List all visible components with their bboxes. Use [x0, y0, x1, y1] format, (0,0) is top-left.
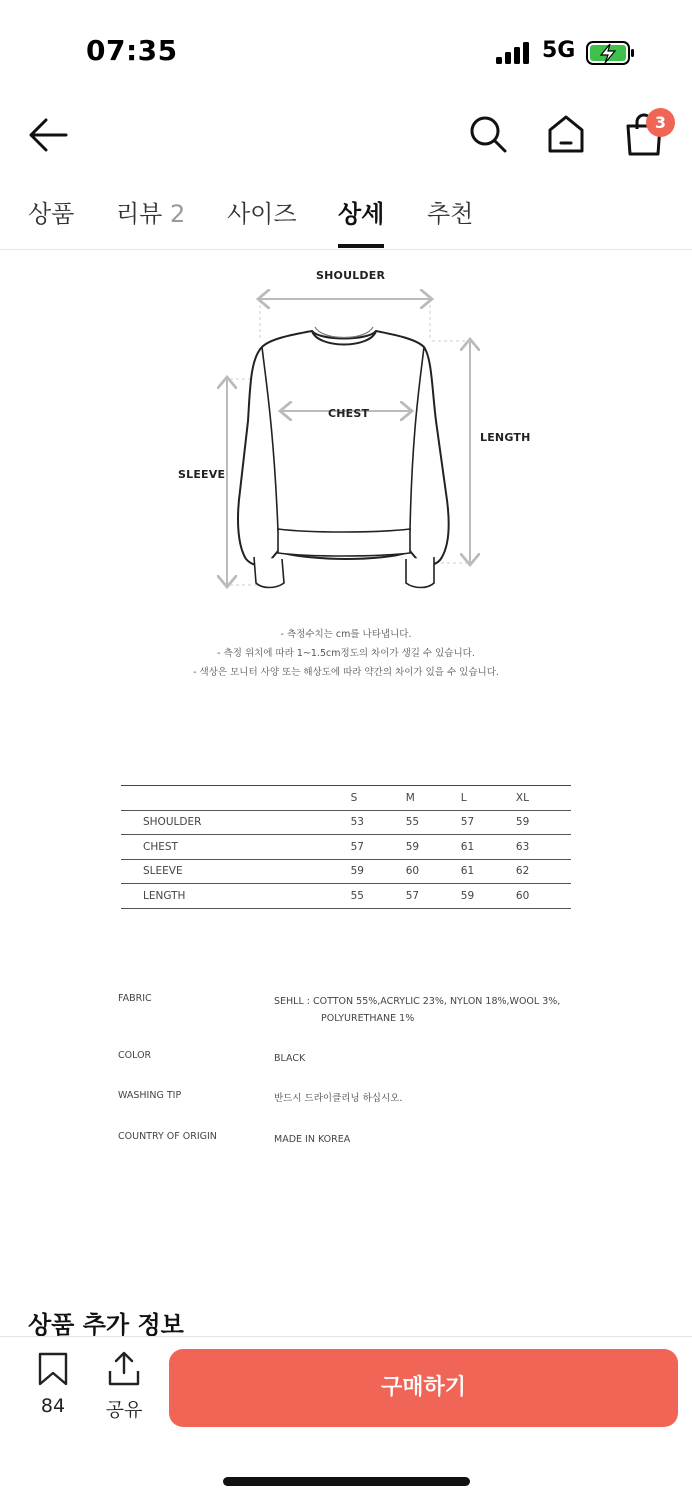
extra-info-title: 상품 추가 정보: [28, 1311, 184, 1336]
sweater-size-diagram: [170, 261, 530, 601]
spec-label: WASHING TIP: [118, 1090, 182, 1101]
spec-value: BLACK: [274, 1053, 306, 1064]
note-line: - 색상은 모니터 사양 또는 해상도에 따라 약간의 차이가 있을 수 있습니다.: [193, 667, 499, 678]
home-icon[interactable]: [544, 112, 588, 156]
tab-recommend[interactable]: 추천: [427, 200, 474, 228]
detail-content: [0, 251, 692, 1336]
wishlist-button[interactable]: [30, 1351, 76, 1417]
size-header-l: L: [461, 786, 516, 811]
tab-detail[interactable]: 상세: [338, 200, 385, 228]
table-row: LENGTH 55 57 59 60: [121, 884, 571, 909]
tab-review[interactable]: 리뷰 2: [116, 200, 186, 228]
wishlist-count: 84: [40, 1395, 66, 1417]
diagram-label-length: LENGTH: [480, 431, 531, 444]
back-arrow-icon[interactable]: [26, 112, 72, 158]
spec-label: FABRIC: [118, 993, 152, 1004]
battery-icon: [586, 40, 636, 66]
table-row: CHEST 57 59 61 63: [121, 835, 571, 860]
buy-button[interactable]: 구매하기: [169, 1349, 678, 1427]
bottom-action-bar: [0, 1336, 692, 1500]
note-line: - 측정수치는 cm를 나타냅니다.: [280, 629, 412, 640]
spec-value: 반드시 드라이클리닝 하십시오.: [274, 1093, 403, 1104]
measurement-notes: [0, 625, 692, 682]
size-chart-table: [121, 785, 571, 909]
status-bar: [0, 0, 692, 100]
table-header-row: [121, 786, 571, 811]
home-indicator: [223, 1477, 470, 1486]
note-line: - 측정 위치에 따라 1~1.5cm정도의 차이가 생길 수 있습니다.: [217, 648, 475, 659]
section-tabs: [0, 178, 692, 250]
diagram-label-sleeve: SLEEVE: [178, 468, 226, 481]
diagram-label-chest: CHEST: [328, 407, 370, 420]
signal-icon: [496, 42, 532, 64]
review-count: 2: [170, 200, 186, 228]
bookmark-icon: [36, 1351, 70, 1387]
spec-label: COUNTRY OF ORIGIN: [118, 1131, 217, 1142]
size-header-xl: XL: [516, 786, 571, 811]
spec-value: MADE IN KOREA: [274, 1134, 351, 1145]
size-header-m: M: [406, 786, 461, 811]
spec-label: COLOR: [118, 1050, 152, 1061]
share-label: 공유: [105, 1399, 143, 1421]
network-type: 5G: [542, 38, 576, 63]
table-row: SLEEVE 59 60 61 62: [121, 859, 571, 884]
top-navigation-bar: [0, 100, 692, 170]
spec-value: SEHLL : COTTON 55%,ACRYLIC 23%, NYLON 18%,WOOL 3%, POLYURETHANE 1%: [274, 996, 561, 1024]
tab-product[interactable]: 상품: [28, 200, 75, 228]
share-button[interactable]: [100, 1351, 148, 1422]
cart-count-badge: 3: [646, 108, 675, 137]
status-time: 07:35: [86, 34, 178, 67]
size-header-s: S: [351, 786, 406, 811]
active-tab-indicator: [338, 244, 384, 248]
tab-size[interactable]: 사이즈: [227, 200, 297, 228]
share-icon: [106, 1351, 142, 1387]
search-icon[interactable]: [466, 112, 510, 156]
diagram-label-shoulder: SHOULDER: [316, 269, 386, 282]
table-row: SHOULDER 53 55 57 59: [121, 810, 571, 835]
